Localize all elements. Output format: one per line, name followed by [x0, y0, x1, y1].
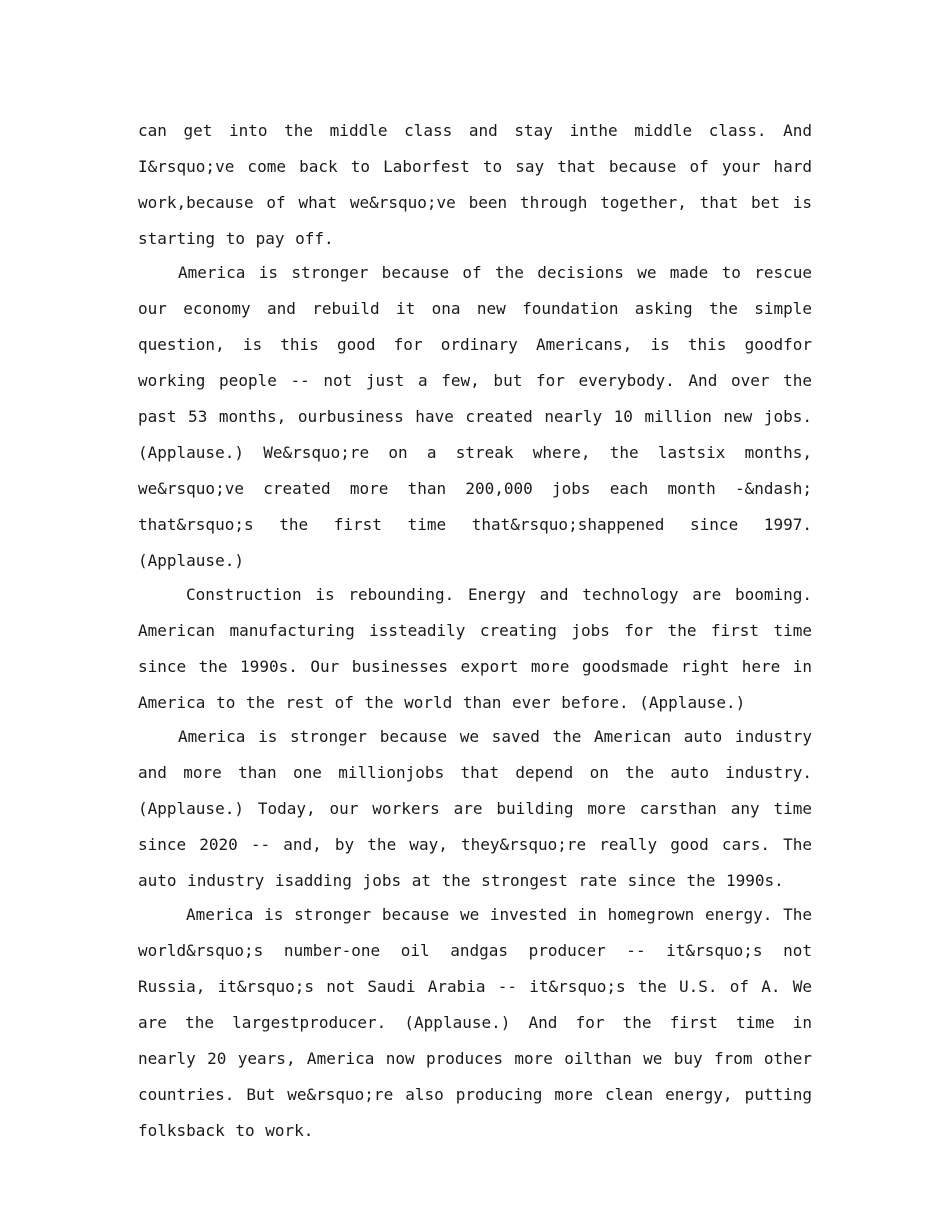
paragraph-1: can get into the middle class and stay inthe middle class. And I&rsquo;ve come back to Laborfest to say that because of your hard work,because of what we&rsquo;ve been through together, that bet is starting to pay off.: [138, 121, 812, 248]
paragraph-5: America is stronger because we invested in homegrown energy. The world&rsquo;s number-one oil andgas producer -- it&rsquo;s not Russia, it&rsquo;s not Saudi Arabia -- it&rsquo;s the U.S. of A. We are the largestproducer. (Applause.) And for the first time in nearly 20 years, America now produces more oilthan we buy from other countries. But we&rsquo;re also producing more clean energy, putting folksback to work.: [138, 905, 812, 1140]
document-page: [138, 113, 812, 1147]
paragraph-3: Construction is rebounding. Energy and technology are booming. American manufacturing issteadily creating jobs for the first time since the 1990s. Our businesses export more goodsmade right here in America to the rest of the world than ever before. (Applause.): [138, 585, 812, 712]
paragraph-2: America is stronger because of the decisions we made to rescue our economy and rebuild it ona new foundation asking the simple question, is this good for ordinary Americans, is this goodfor working people -- not just a few, but for everybody. And over the past 53 months, ourbusiness have created nearly 10 million new jobs. (Applause.) We&rsquo;re on a streak where, the lastsix months, we&rsquo;ve created more than 200,000 jobs each month -&ndash; that&rsquo;s the first time that&rsquo;shappened since 1997. (Applause.): [138, 263, 812, 570]
paragraph-4: America is stronger because we saved the American auto industry and more than one millionjobs that depend on the auto industry. (Applause.) Today, our workers are building more carsthan any time since 2020 -- and, by the way, they&rsquo;re really good cars. The auto industry isadding jobs at the strongest rate since the 1990s.: [138, 727, 812, 890]
